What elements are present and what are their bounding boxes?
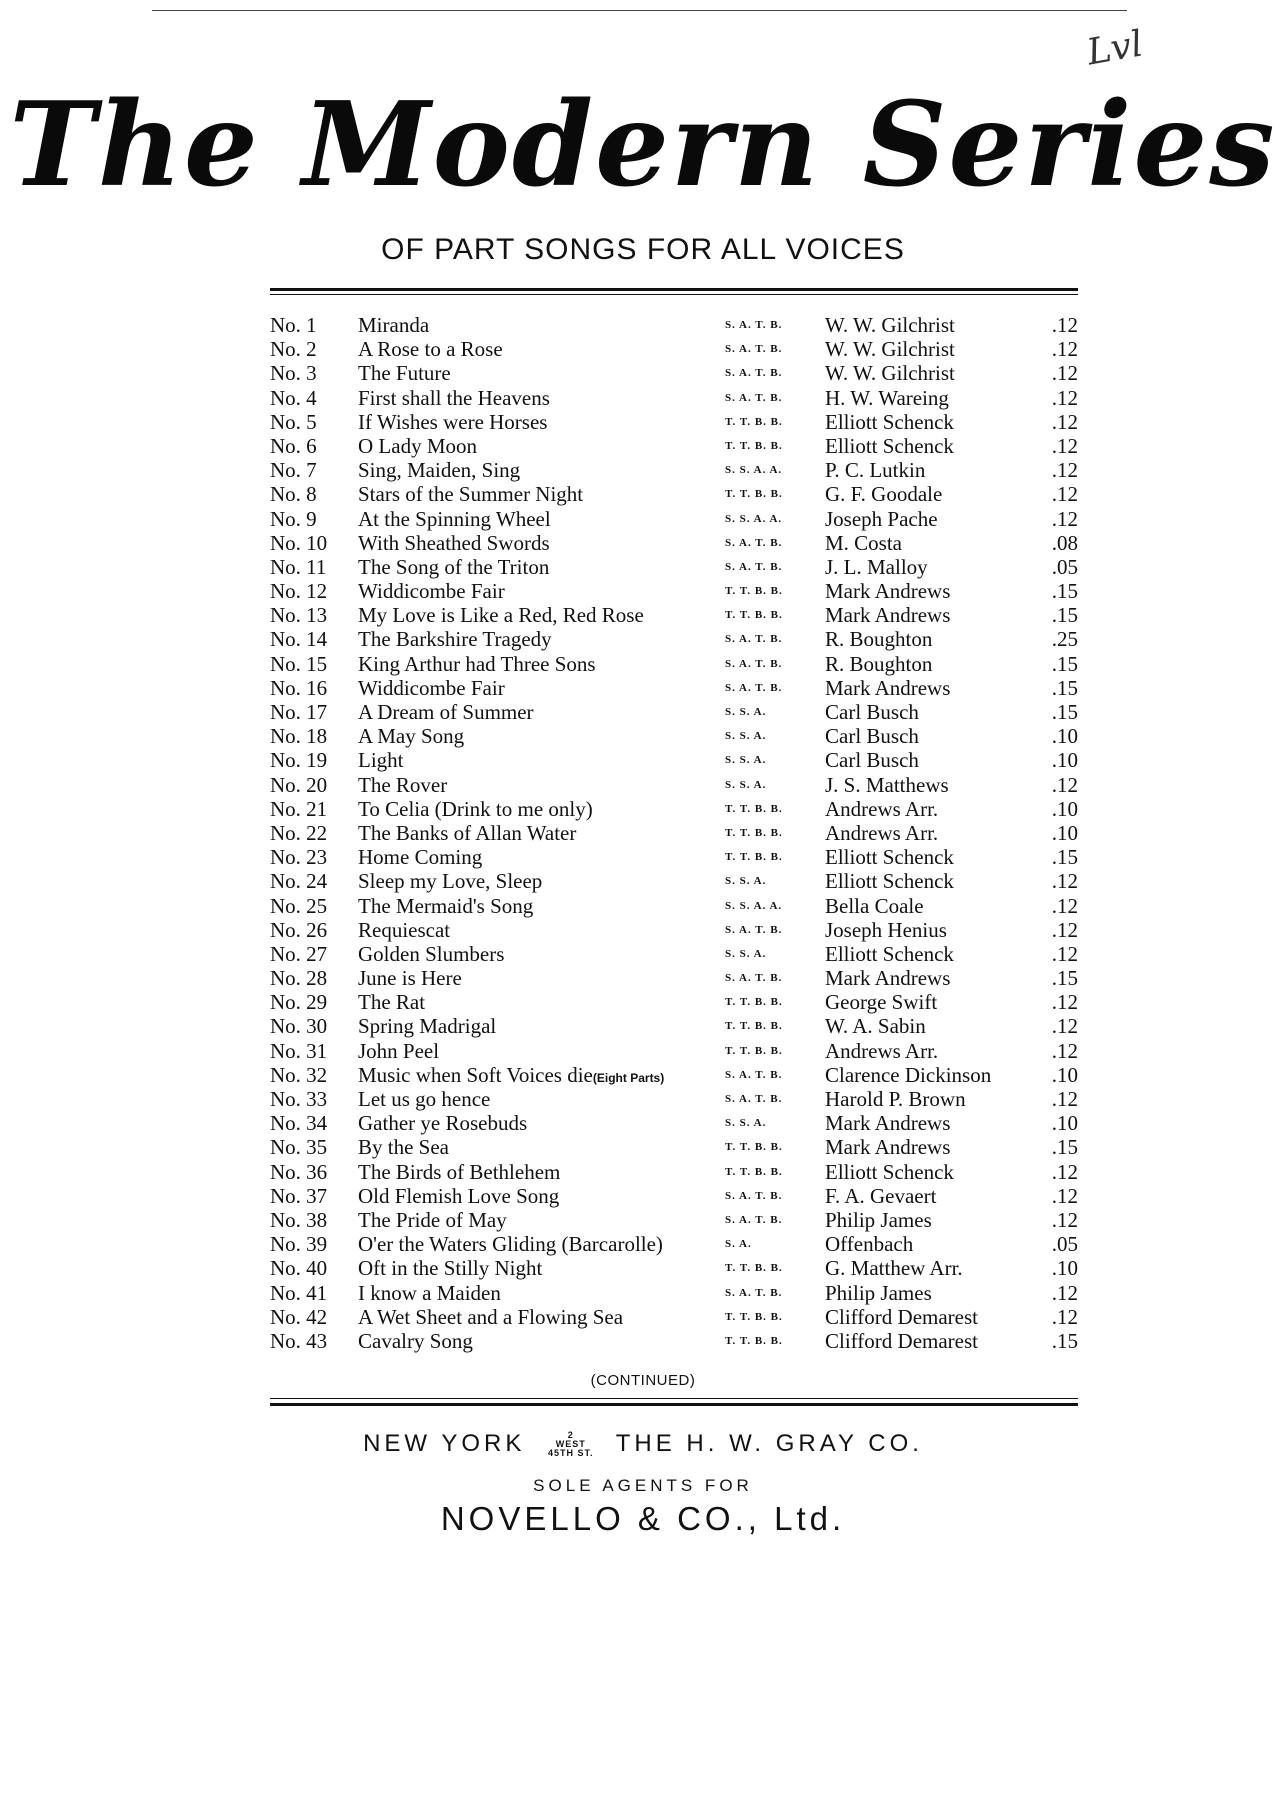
song-voices: T. T. B. B. bbox=[725, 1020, 783, 1033]
song-composer: Carl Busch bbox=[825, 700, 919, 724]
song-composer: Andrews Arr. bbox=[825, 820, 939, 845]
song-voices: T. T. B. B. bbox=[725, 488, 783, 501]
series-title: The Modern Series bbox=[9, 77, 1277, 213]
song-number: No. 20 bbox=[270, 772, 328, 797]
song-number: No. 27 bbox=[270, 941, 328, 966]
song-row bbox=[270, 1087, 1078, 1111]
song-voices: S. A. T. B. bbox=[725, 319, 783, 331]
song-price: .12 bbox=[1051, 313, 1078, 337]
city: NEW YORK bbox=[363, 1430, 526, 1457]
song-number: No. 14 bbox=[270, 627, 328, 652]
song-voices: S. A. T. B. bbox=[725, 536, 783, 549]
song-row bbox=[270, 555, 1078, 579]
header-rule-thin bbox=[270, 294, 1078, 295]
song-title: Sleep my Love, Sleep bbox=[358, 869, 543, 894]
song-voices: S. A. T. B. bbox=[725, 391, 783, 404]
song-price: .08 bbox=[1051, 530, 1078, 555]
song-number: No. 11 bbox=[270, 554, 327, 579]
song-composer: W. A. Sabin bbox=[825, 1014, 926, 1039]
song-row bbox=[270, 579, 1078, 603]
song-voices: S. A. T. B. bbox=[725, 633, 783, 646]
footer-rule-thin bbox=[270, 1398, 1078, 1399]
song-row bbox=[270, 1039, 1078, 1063]
song-voices: S. A. T. B. bbox=[725, 657, 783, 670]
publisher-name: THE H. W. GRAY CO. bbox=[615, 1430, 923, 1457]
song-number: No. 42 bbox=[270, 1304, 328, 1329]
song-voices: T. T. B. B. bbox=[725, 1044, 783, 1057]
song-voices: S. S. A. bbox=[725, 778, 767, 791]
song-price: .12 bbox=[1051, 1159, 1078, 1184]
header-rule-thick bbox=[270, 288, 1078, 291]
song-price: .12 bbox=[1051, 433, 1078, 458]
song-number: No. 32 bbox=[270, 1062, 328, 1087]
song-price: .12 bbox=[1051, 337, 1078, 362]
song-composer: Harold P. Brown bbox=[825, 1087, 966, 1111]
song-title: John Peel bbox=[358, 1038, 440, 1063]
song-row bbox=[270, 748, 1078, 772]
song-title: The Barkshire Tragedy bbox=[358, 627, 552, 652]
song-voices: S. S. A. A. bbox=[725, 512, 783, 525]
song-composer: Elliott Schenck bbox=[825, 1159, 954, 1184]
song-composer: Bella Coale bbox=[825, 893, 924, 918]
song-row bbox=[270, 652, 1078, 676]
song-price: .15 bbox=[1051, 579, 1078, 604]
song-price: .05 bbox=[1051, 1232, 1078, 1257]
song-composer: Mark Andrews bbox=[825, 1135, 951, 1160]
song-title: A May Song bbox=[358, 724, 465, 749]
song-price: .12 bbox=[1051, 1183, 1078, 1208]
song-composer: F. A. Gevaert bbox=[825, 1183, 937, 1208]
song-voices: S. A. T. B. bbox=[725, 343, 783, 356]
song-row bbox=[270, 361, 1078, 385]
song-title: Stars of the Summer Night bbox=[358, 482, 584, 507]
song-title: Golden Slumbers bbox=[358, 941, 505, 966]
song-title: Oft in the Stilly Night bbox=[358, 1256, 543, 1281]
song-voices: T. T. B. B. bbox=[725, 1141, 783, 1154]
song-price: .12 bbox=[1051, 482, 1078, 507]
song-title: If Wishes were Horses bbox=[358, 409, 548, 434]
song-row bbox=[270, 313, 1078, 337]
song-composer: P. C. Lutkin bbox=[825, 458, 926, 483]
song-number: No. 25 bbox=[270, 893, 328, 918]
address-line-1: 2 bbox=[567, 1430, 574, 1441]
song-number: No. 34 bbox=[270, 1111, 328, 1136]
song-number: No. 28 bbox=[270, 966, 328, 991]
song-composer: George Swift bbox=[825, 990, 938, 1015]
address-line-2: WEST bbox=[555, 1439, 586, 1450]
song-title: Widdicombe Fair bbox=[358, 579, 505, 604]
song-title: O'er the Waters Gliding (Barcarolle) bbox=[358, 1232, 663, 1257]
song-title: The Pride of May bbox=[358, 1207, 507, 1232]
song-price: .12 bbox=[1051, 1280, 1078, 1305]
song-composer: M. Costa bbox=[825, 530, 903, 555]
song-price: .15 bbox=[1051, 966, 1078, 991]
song-title: Gather ye Rosebuds bbox=[358, 1111, 528, 1136]
song-row bbox=[270, 1014, 1078, 1038]
song-composer: Carl Busch bbox=[825, 748, 919, 773]
song-composer: Elliott Schenck bbox=[825, 409, 954, 434]
song-number: No. 9 bbox=[270, 506, 317, 531]
song-row bbox=[270, 773, 1078, 797]
sole-agents-label: SOLE AGENTS FOR bbox=[533, 1476, 753, 1495]
song-title: The Mermaid's Song bbox=[358, 893, 534, 918]
song-row bbox=[270, 990, 1078, 1014]
song-voices: S. S. A. bbox=[725, 947, 767, 960]
song-composer: Mark Andrews bbox=[825, 579, 951, 604]
song-price: .15 bbox=[1051, 1328, 1078, 1353]
song-row bbox=[270, 1184, 1078, 1208]
song-number: No. 19 bbox=[270, 748, 328, 773]
song-price: .15 bbox=[1051, 845, 1078, 870]
song-title: Spring Madrigal bbox=[358, 1014, 497, 1039]
song-composer: Elliott Schenck bbox=[825, 433, 954, 458]
address-line-3: 45TH ST. bbox=[548, 1448, 594, 1459]
song-title: With Sheathed Swords bbox=[358, 530, 550, 555]
song-title: My Love is Like a Red, Red Rose bbox=[358, 603, 644, 628]
song-price: .10 bbox=[1051, 1062, 1078, 1087]
song-row bbox=[270, 894, 1078, 918]
song-row bbox=[270, 845, 1078, 869]
song-voices: S. A. T. B. bbox=[725, 560, 783, 573]
song-price: .12 bbox=[1051, 385, 1078, 410]
song-title: A Rose to a Rose bbox=[358, 337, 503, 362]
song-price: .12 bbox=[1051, 1014, 1078, 1039]
song-composer: Clifford Demarest bbox=[825, 1304, 978, 1329]
song-price: .12 bbox=[1051, 409, 1078, 434]
song-row bbox=[270, 1160, 1078, 1184]
song-voices: T. T. B. B. bbox=[725, 415, 783, 428]
song-composer: Philip James bbox=[825, 1280, 932, 1305]
top-edge-rule bbox=[152, 10, 1127, 11]
song-title: To Celia (Drink to me only) bbox=[358, 796, 593, 821]
song-voices: S. S. A. bbox=[725, 754, 767, 767]
handwritten-mark: Lvl bbox=[1083, 23, 1146, 74]
song-price: .12 bbox=[1051, 506, 1078, 531]
song-title: Light bbox=[358, 748, 404, 773]
song-title: A Dream of Summer bbox=[358, 700, 534, 724]
publisher-line bbox=[0, 1430, 1286, 1458]
song-row bbox=[270, 507, 1078, 531]
song-title: The Song of the Triton bbox=[358, 554, 550, 579]
song-composer: Mark Andrews bbox=[825, 603, 951, 628]
song-price: .10 bbox=[1051, 1111, 1078, 1136]
song-title-note: (Eight Parts) bbox=[592, 1070, 665, 1085]
song-row bbox=[270, 1232, 1078, 1256]
song-number: No. 5 bbox=[270, 409, 317, 434]
song-number: No. 24 bbox=[270, 869, 328, 894]
song-list bbox=[270, 313, 1078, 1353]
song-voices: S. A. T. B. bbox=[725, 681, 783, 694]
song-title bbox=[358, 1063, 664, 1090]
song-price: .10 bbox=[1051, 820, 1078, 845]
song-row bbox=[270, 918, 1078, 942]
song-number: No. 38 bbox=[270, 1207, 328, 1232]
song-row bbox=[270, 458, 1078, 482]
song-price: .12 bbox=[1051, 458, 1078, 483]
song-number: No. 21 bbox=[270, 796, 328, 821]
song-price: .10 bbox=[1051, 724, 1078, 749]
song-price: .05 bbox=[1051, 554, 1078, 579]
song-row bbox=[270, 482, 1078, 506]
song-row bbox=[270, 869, 1078, 893]
song-title: Let us go hence bbox=[358, 1087, 491, 1111]
series-subtitle: OF PART SONGS FOR ALL VOICES bbox=[381, 233, 905, 266]
song-number: No. 22 bbox=[270, 820, 328, 845]
song-row bbox=[270, 1063, 1078, 1087]
song-row bbox=[270, 1208, 1078, 1232]
song-title: Widdicombe Fair bbox=[358, 675, 505, 700]
song-voices: S. S. A. bbox=[725, 875, 767, 888]
song-voices: S. A. T. B. bbox=[725, 972, 783, 985]
song-row bbox=[270, 627, 1078, 651]
song-number: No. 43 bbox=[270, 1328, 328, 1353]
song-voices: S. S. A. A. bbox=[725, 899, 783, 912]
song-number: No. 18 bbox=[270, 724, 328, 749]
song-title: Sing, Maiden, Sing bbox=[358, 458, 521, 483]
song-composer: Carl Busch bbox=[825, 724, 919, 749]
song-title: By the Sea bbox=[358, 1135, 449, 1160]
song-row bbox=[270, 386, 1078, 410]
song-title: Miranda bbox=[358, 313, 430, 337]
song-number: No. 30 bbox=[270, 1014, 328, 1039]
song-price: .15 bbox=[1051, 700, 1078, 724]
song-voices: S. S. A. bbox=[725, 706, 767, 718]
song-voices: T. T. B. B. bbox=[725, 802, 783, 815]
song-price: .12 bbox=[1051, 361, 1078, 386]
song-composer: Philip James bbox=[825, 1207, 932, 1232]
song-composer: Clifford Demarest bbox=[825, 1328, 978, 1353]
song-row bbox=[270, 1305, 1078, 1329]
song-price: .12 bbox=[1051, 893, 1078, 918]
song-title: The Rat bbox=[358, 990, 426, 1015]
song-price: .12 bbox=[1051, 1304, 1078, 1329]
song-row bbox=[270, 1281, 1078, 1305]
song-price: .15 bbox=[1051, 651, 1078, 676]
song-composer: Offenbach bbox=[825, 1232, 914, 1257]
song-composer: Andrews Arr. bbox=[825, 796, 939, 821]
song-row bbox=[270, 410, 1078, 434]
song-voices: S. A. T. B. bbox=[725, 367, 783, 380]
song-composer: Mark Andrews bbox=[825, 675, 951, 700]
song-title-text: Music when Soft Voices die bbox=[358, 1062, 593, 1087]
song-voices: S. A. T. B. bbox=[725, 1213, 783, 1226]
song-voices: T. T. B. B. bbox=[725, 609, 783, 622]
song-row bbox=[270, 724, 1078, 748]
song-number: No. 37 bbox=[270, 1183, 328, 1208]
song-title: The Birds of Bethlehem bbox=[358, 1159, 561, 1184]
song-number: No. 3 bbox=[270, 361, 317, 386]
song-price: .25 bbox=[1051, 627, 1078, 652]
song-row bbox=[270, 603, 1078, 627]
song-number: No. 12 bbox=[270, 579, 328, 604]
song-number: No. 26 bbox=[270, 917, 328, 942]
song-composer: Clarence Dickinson bbox=[825, 1062, 992, 1087]
song-number: No. 4 bbox=[270, 385, 317, 410]
song-number: No. 15 bbox=[270, 651, 328, 676]
song-price: .12 bbox=[1051, 1087, 1078, 1111]
song-composer: Joseph Henius bbox=[825, 917, 947, 942]
song-row bbox=[270, 700, 1078, 724]
song-voices: S. A. T. B. bbox=[725, 1189, 783, 1202]
song-composer: G. F. Goodale bbox=[825, 482, 943, 507]
song-number: No. 16 bbox=[270, 675, 328, 700]
song-voices: T. T. B. B. bbox=[725, 439, 783, 452]
song-number: No. 23 bbox=[270, 845, 328, 870]
song-price: .12 bbox=[1051, 1207, 1078, 1232]
song-title: Cavalry Song bbox=[358, 1328, 473, 1353]
song-title: O Lady Moon bbox=[358, 433, 477, 458]
song-price: .10 bbox=[1051, 796, 1078, 821]
song-voices: S. A. T. B. bbox=[725, 923, 783, 936]
song-number: No. 10 bbox=[270, 530, 328, 555]
song-composer: W. W. Gilchrist bbox=[825, 361, 955, 386]
song-voices: T. T. B. B. bbox=[725, 1334, 783, 1347]
song-price: .15 bbox=[1051, 675, 1078, 700]
street-address bbox=[548, 1431, 594, 1458]
song-voices: S. S. A. bbox=[725, 730, 767, 743]
song-voices: S. A. T. B. bbox=[725, 1093, 783, 1105]
song-price: .10 bbox=[1051, 1256, 1078, 1281]
song-number: No. 13 bbox=[270, 603, 328, 628]
song-composer: J. L. Malloy bbox=[825, 554, 928, 579]
song-title: Home Coming bbox=[358, 845, 483, 870]
song-composer: G. Matthew Arr. bbox=[825, 1256, 963, 1281]
song-number: No. 17 bbox=[270, 700, 328, 724]
song-price: .10 bbox=[1051, 748, 1078, 773]
song-composer: W. W. Gilchrist bbox=[825, 313, 955, 337]
song-row bbox=[270, 337, 1078, 361]
song-voices: S. A. T. B. bbox=[725, 1286, 783, 1299]
song-composer: H. W. Wareing bbox=[825, 385, 949, 410]
footer-rule-thick bbox=[270, 1403, 1078, 1406]
song-composer: R. Boughton bbox=[825, 627, 933, 652]
song-number: No. 39 bbox=[270, 1232, 328, 1257]
song-number: No. 41 bbox=[270, 1280, 328, 1305]
song-row bbox=[270, 966, 1078, 990]
song-title: The Future bbox=[358, 361, 451, 386]
song-composer: Elliott Schenck bbox=[825, 941, 954, 966]
song-title: Old Flemish Love Song bbox=[358, 1183, 560, 1208]
song-composer: Joseph Pache bbox=[825, 506, 938, 531]
song-number: No. 31 bbox=[270, 1038, 328, 1063]
song-number: No. 29 bbox=[270, 990, 328, 1015]
song-voices: S. A. T. B. bbox=[725, 1068, 783, 1081]
song-row bbox=[270, 1111, 1078, 1135]
song-number: No. 7 bbox=[270, 458, 317, 483]
song-voices: T. T. B. B. bbox=[725, 585, 783, 598]
song-title: I know a Maiden bbox=[358, 1280, 501, 1305]
song-row bbox=[270, 821, 1078, 845]
song-voices: T. T. B. B. bbox=[725, 826, 783, 839]
song-price: .12 bbox=[1051, 772, 1078, 797]
song-title: King Arthur had Three Sons bbox=[358, 651, 596, 676]
song-number: No. 2 bbox=[270, 337, 317, 362]
song-price: .15 bbox=[1051, 1135, 1078, 1160]
novello-name: NOVELLO & CO., Ltd. bbox=[440, 1500, 846, 1537]
song-title: June is Here bbox=[358, 966, 462, 991]
song-price: .12 bbox=[1051, 941, 1078, 966]
song-title: At the Spinning Wheel bbox=[358, 506, 551, 531]
song-number: No. 33 bbox=[270, 1087, 328, 1111]
song-voices: S. S. A. A. bbox=[725, 464, 783, 477]
song-composer: R. Boughton bbox=[825, 651, 933, 676]
song-composer: Elliott Schenck bbox=[825, 869, 954, 894]
song-title: A Wet Sheet and a Flowing Sea bbox=[358, 1304, 624, 1329]
song-composer: Elliott Schenck bbox=[825, 845, 954, 870]
song-number: No. 6 bbox=[270, 433, 317, 458]
song-composer: Mark Andrews bbox=[825, 1111, 951, 1136]
song-voices: T. T. B. B. bbox=[725, 851, 783, 864]
song-price: .15 bbox=[1051, 603, 1078, 628]
song-number: No. 40 bbox=[270, 1256, 328, 1281]
song-row bbox=[270, 1135, 1078, 1159]
song-composer: Andrews Arr. bbox=[825, 1038, 939, 1063]
song-row bbox=[270, 531, 1078, 555]
song-title: Requiescat bbox=[358, 917, 451, 942]
song-number: No. 35 bbox=[270, 1135, 328, 1160]
song-price: .12 bbox=[1051, 990, 1078, 1015]
song-composer: Mark Andrews bbox=[825, 966, 951, 991]
song-title: The Banks of Allan Water bbox=[358, 820, 577, 845]
song-title: First shall the Heavens bbox=[358, 385, 550, 410]
song-composer: W. W. Gilchrist bbox=[825, 337, 955, 362]
song-composer: J. S. Matthews bbox=[825, 772, 949, 797]
song-voices: T. T. B. B. bbox=[725, 1310, 783, 1323]
song-row bbox=[270, 797, 1078, 821]
song-title: The Rover bbox=[358, 772, 448, 797]
song-voices: S. A. bbox=[725, 1238, 752, 1251]
song-voices: T. T. B. B. bbox=[725, 996, 783, 1009]
song-row bbox=[270, 1256, 1078, 1280]
song-price: .12 bbox=[1051, 869, 1078, 894]
song-number: No. 36 bbox=[270, 1159, 328, 1184]
song-row bbox=[270, 942, 1078, 966]
song-voices: T. T. B. B. bbox=[725, 1262, 783, 1275]
song-price: .12 bbox=[1051, 1038, 1078, 1063]
song-voices: S. S. A. bbox=[725, 1117, 767, 1130]
song-number: No. 8 bbox=[270, 482, 317, 507]
continued-note: (CONTINUED) bbox=[590, 1372, 696, 1389]
song-voices: T. T. B. B. bbox=[725, 1165, 783, 1178]
song-row bbox=[270, 676, 1078, 700]
song-row bbox=[270, 434, 1078, 458]
song-number: No. 1 bbox=[270, 313, 317, 337]
song-row bbox=[270, 1329, 1078, 1353]
song-price: .12 bbox=[1051, 917, 1078, 942]
